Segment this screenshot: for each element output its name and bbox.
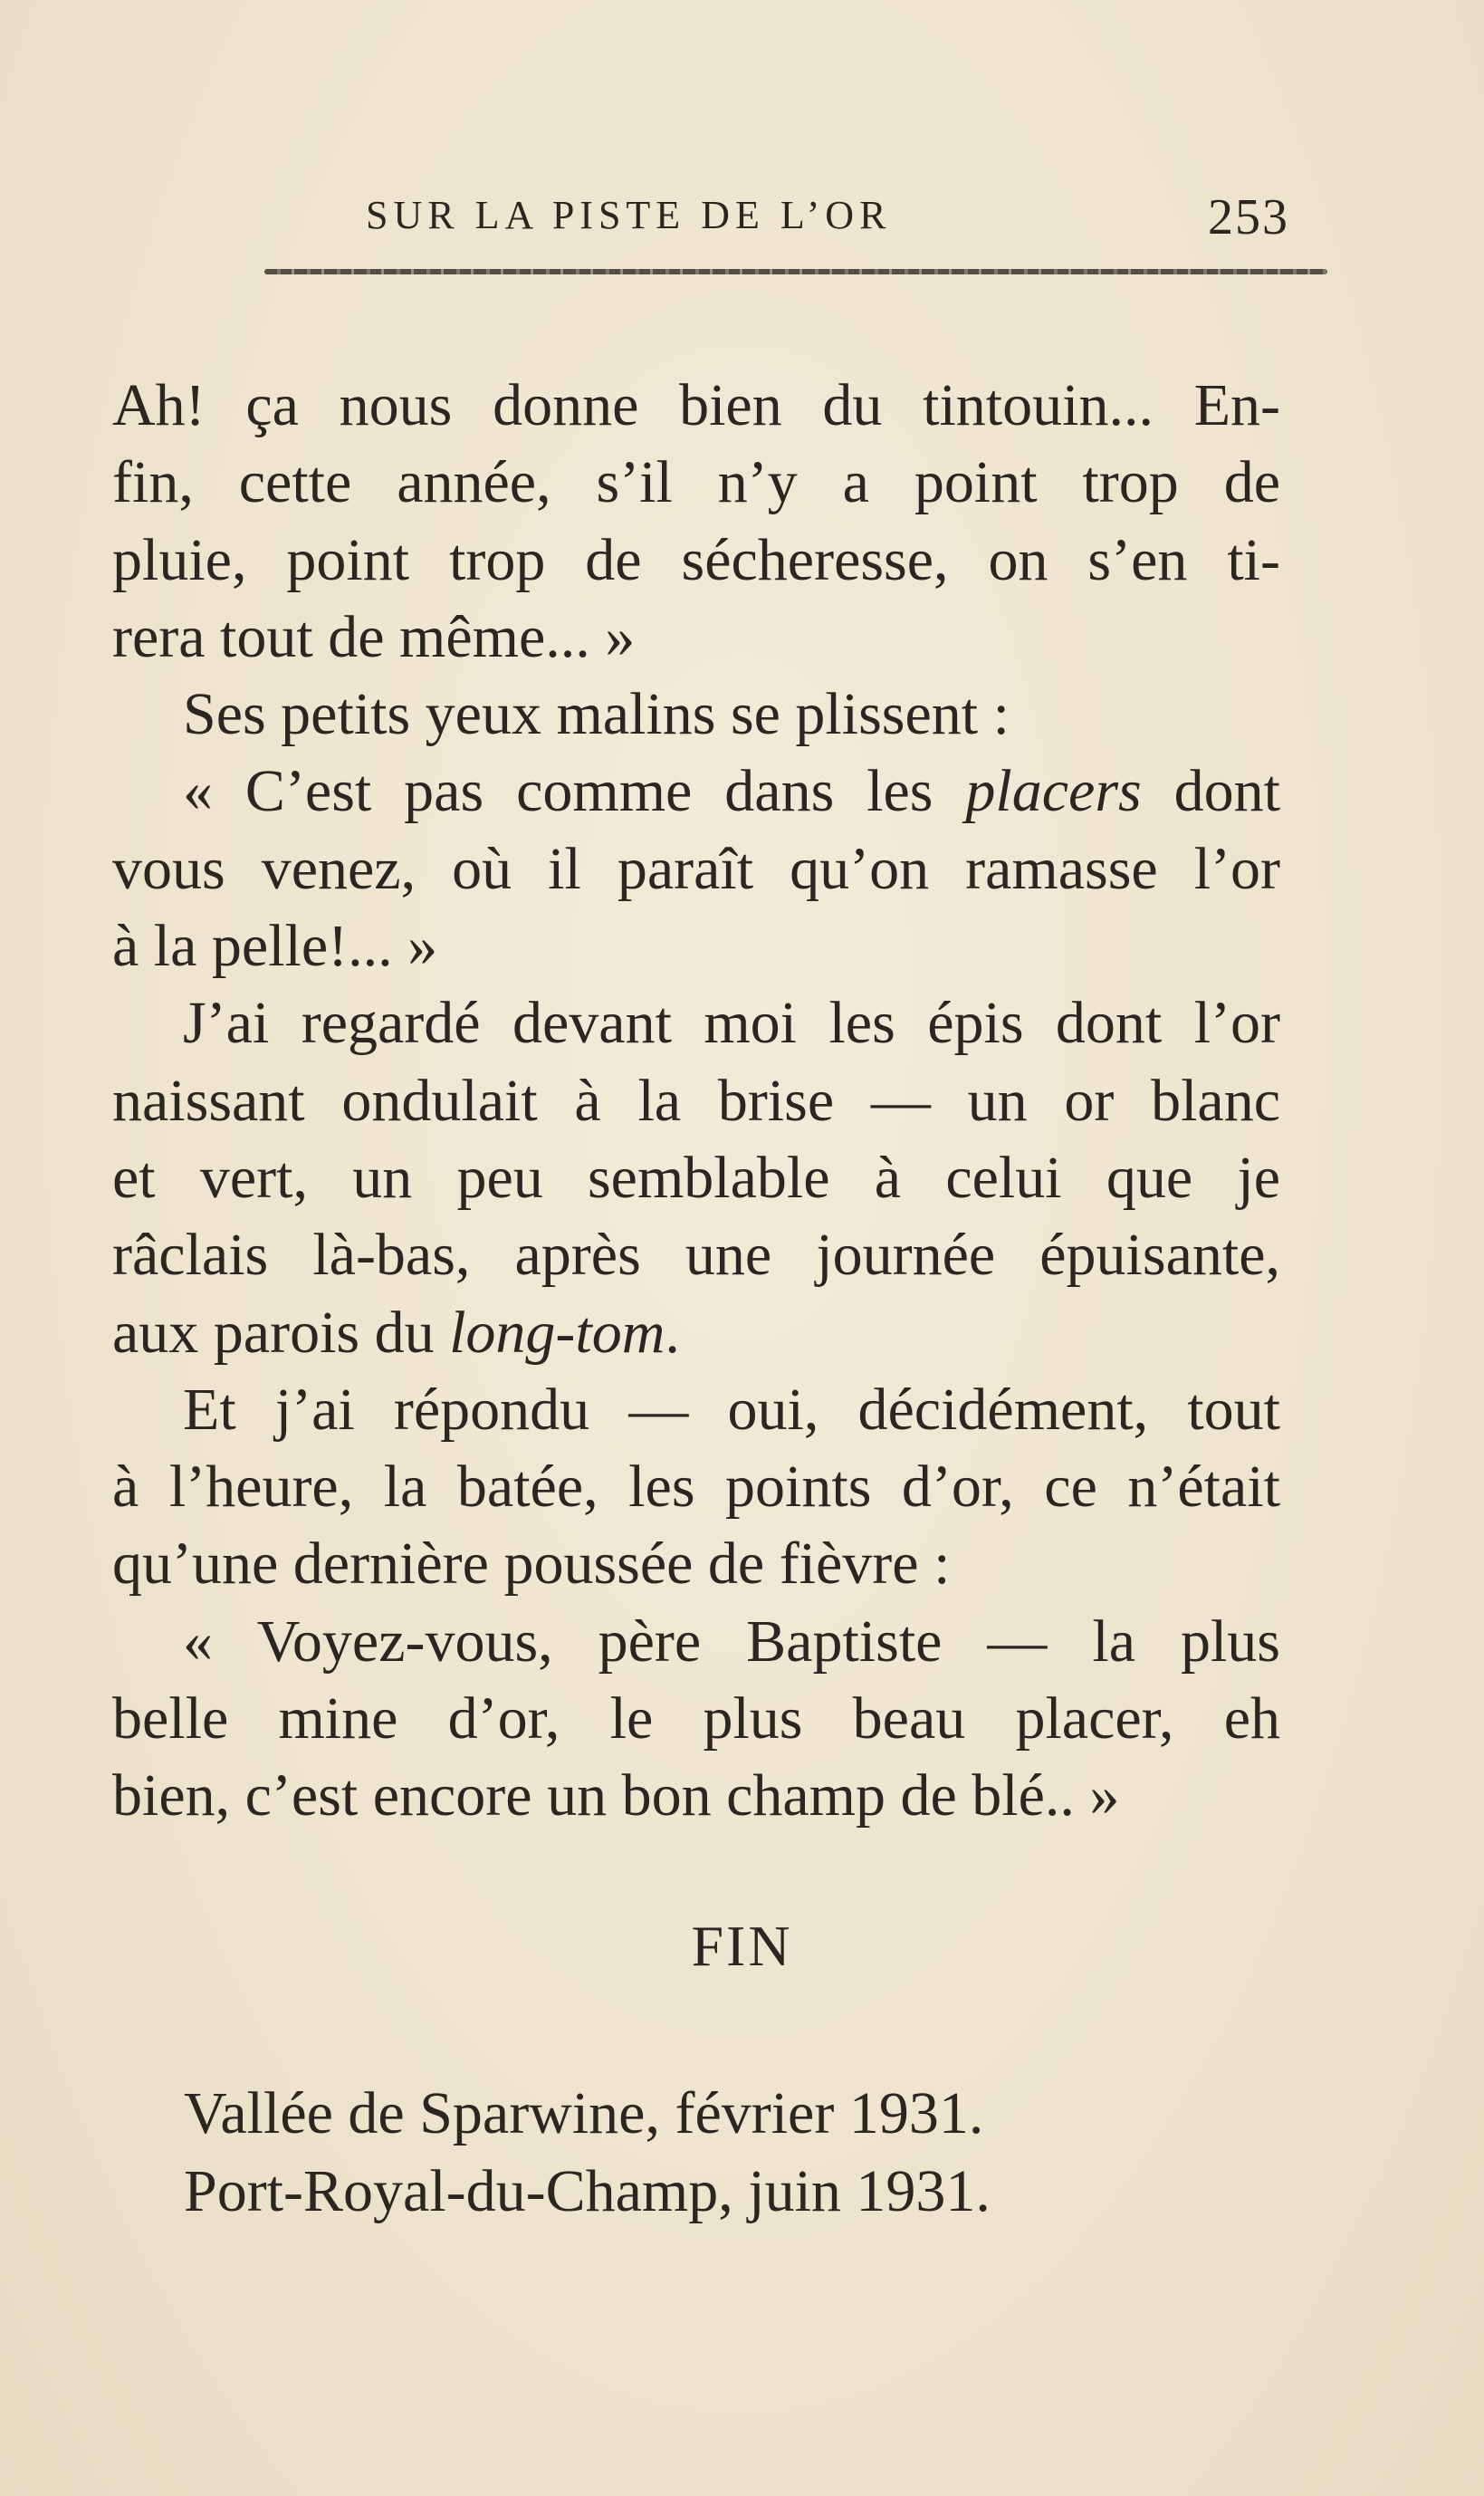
text-line: belle mine d’or, le plus beau placer, eh: [112, 1685, 1280, 1752]
signature-place-date-1: Vallée de Sparwine, février 1931.: [184, 2080, 984, 2146]
text-line: à l’heure, la batée, les points d’or, ce n’était: [112, 1454, 1280, 1521]
header-rule: [264, 269, 1327, 274]
text-line: vous venez, où il paraît qu’on ramasse l’or: [112, 835, 1280, 902]
text-line: Ah! ça nous donne bien du tintouin... En-: [112, 372, 1280, 438]
text-line: naissant ondulait à la brise — un or blanc: [112, 1067, 1280, 1134]
text-line: pluie, point trop de sécheresse, on s’en ti-: [112, 526, 1280, 593]
text-line: qu’une dernière poussée de fièvre :: [112, 1531, 951, 1598]
text-line: Et j’ai répondu — oui, décidément, tout: [183, 1376, 1280, 1443]
text-line: bien, c’est encore un bon champ de blé.. »: [112, 1762, 1120, 1829]
text-line: rera tout de même... »: [112, 603, 636, 670]
text-line: râclais là-bas, après une journée épuisante,: [112, 1222, 1280, 1289]
fin-heading: FIN: [691, 1914, 793, 1978]
running-head: [366, 189, 1289, 246]
text-line: « C’est pas comme dans les placers dont: [183, 758, 1280, 825]
text-line: fin, cette année, s’il n’y a point trop de: [112, 449, 1280, 516]
text-line: J’ai regardé devant moi les épis dont l’or: [183, 990, 1280, 1057]
page-number: 253: [1208, 189, 1289, 245]
body-text: [112, 367, 1280, 1835]
signature-place-date-2: Port-Royal-du-Champ, juin 1931.: [184, 2158, 991, 2224]
text-line: aux parois du long-tom.: [112, 1299, 680, 1366]
text-line: et vert, un peu semblable à celui que je: [112, 1144, 1280, 1211]
running-title: SUR LA PISTE DE L’OR: [366, 193, 892, 237]
text-line: « Voyez-vous, père Baptiste — la plus: [183, 1608, 1280, 1675]
text-line: à la pelle!... »: [112, 913, 438, 980]
text-line: Ses petits yeux malins se plissent :: [183, 681, 1010, 748]
